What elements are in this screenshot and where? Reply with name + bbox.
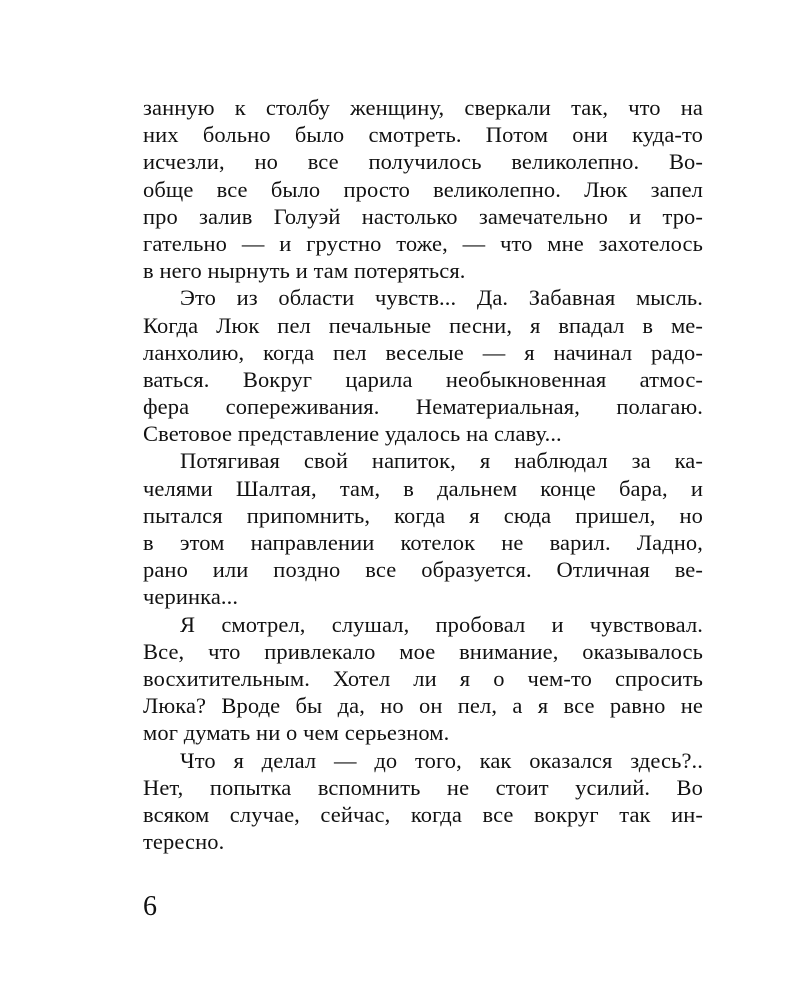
text-line: всяком случае, сейчас, когда все вокруг так ин- [143, 801, 703, 827]
text-line: в этом направлении котелок не варил. Ладно, [143, 530, 703, 555]
text-line: Я смотрел, слушал, пробовал и чувствовал. [180, 611, 703, 637]
text-line: фера сопереживания. Нематериальная, полагаю. [143, 394, 703, 420]
text-line: исчезли, но все получилось великолепно. Во- [143, 149, 703, 175]
text-line: ваться. Вокруг царила необыкновенная атмос- [143, 366, 703, 392]
paragraph-1 [143, 94, 703, 284]
text-line: Когда Люк пел печальные песни, я впадал в ме- [143, 312, 703, 338]
text-line: ланхолию, когда пел веселые — я начинал радо- [143, 339, 703, 365]
paragraph-5 [143, 747, 703, 856]
paragraph-4 [143, 611, 703, 747]
text-line: пытался припомнить, когда я сюда пришел, но [143, 502, 703, 528]
text-line: них больно было смотреть. Потом они куда-то [143, 122, 703, 148]
text-line: в него нырнуть и там потеряться. [143, 258, 466, 284]
page-number: 6 [143, 891, 157, 922]
text-line: мог думать ни о чем серьезном. [143, 720, 450, 746]
text-line: занную к столбу женщину, сверкали так, что на [143, 95, 703, 120]
paragraph-3 [143, 447, 703, 610]
text-line: Световое представление удалось на славу... [143, 421, 562, 447]
text-line: рано или поздно все образуется. Отличная ве- [143, 557, 703, 583]
text-line: Потягивая свой напиток, я наблюдал за ка- [180, 448, 703, 474]
text-line: Все, что привлекало мое внимание, оказывалось [143, 638, 703, 664]
text-line: Люка? Вроде бы да, но он пел, а я все равно не [143, 693, 703, 719]
text-line: черинка... [143, 584, 239, 610]
text-line: тересно. [143, 829, 225, 855]
text-line: челями Шалтая, там, в дальнем конце бара, и [143, 475, 703, 501]
text-line: Это из области чувств... Да. Забавная мысль. [180, 285, 703, 311]
text-line: про залив Голуэй настолько замечательно и тро- [143, 203, 703, 229]
text-line: Нет, попытка вспомнить не стоит усилий. Во [143, 774, 703, 800]
text-line: гательно — и грустно тоже, — что мне захотелось [143, 230, 703, 256]
text-line: восхитительным. Хотел ли я о чем-то спросить [143, 665, 703, 691]
text-line: Что я делал — до того, как оказался здесь?.. [180, 747, 703, 773]
book-page-text [143, 94, 703, 855]
text-line: обще все было просто великолепно. Люк запел [143, 176, 703, 202]
paragraph-2 [143, 284, 703, 447]
